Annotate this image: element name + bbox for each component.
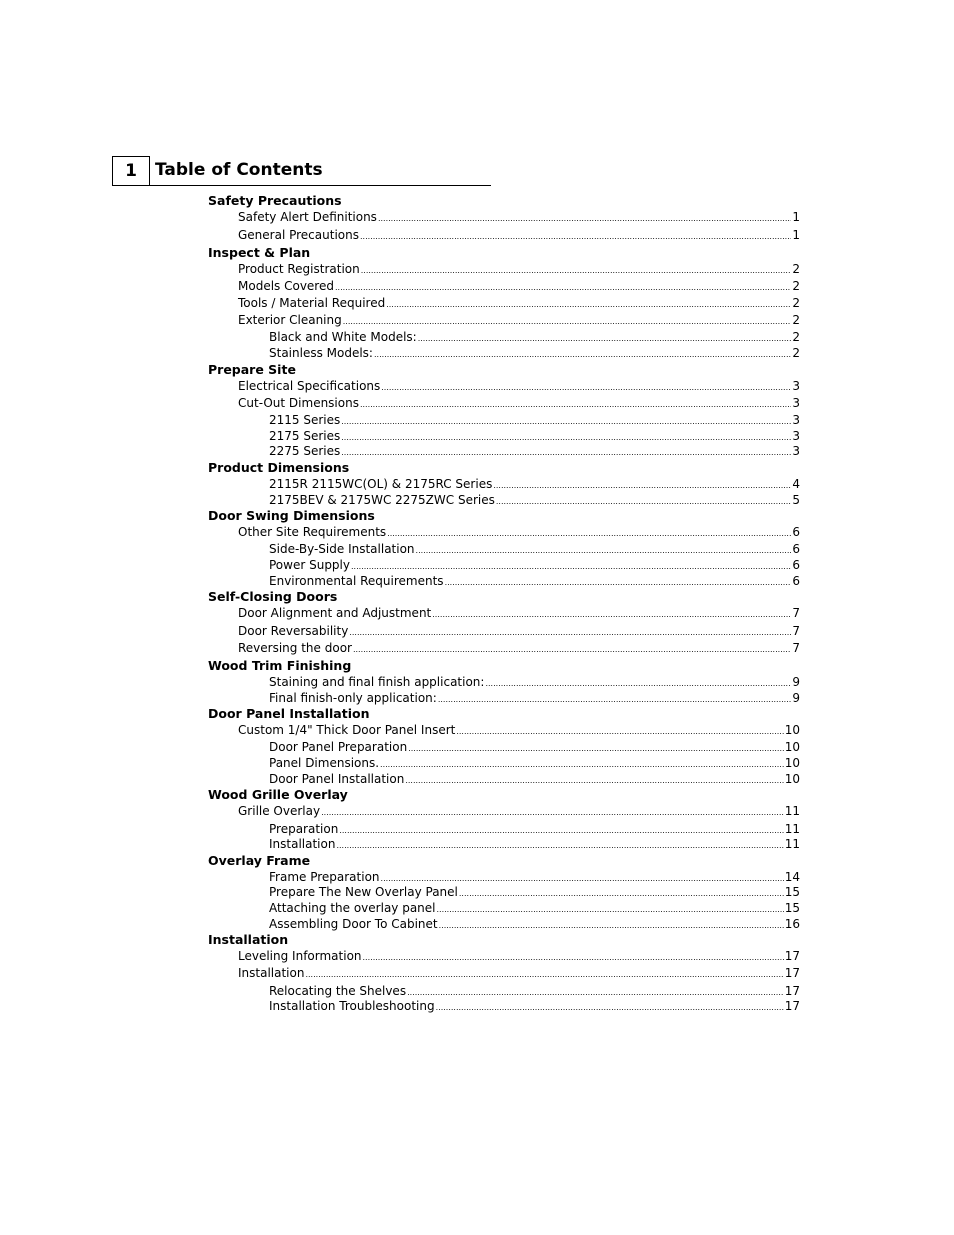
toc-entry-title: 2115 Series: [269, 413, 341, 427]
toc-entry-title: 2275 Series: [269, 444, 341, 458]
toc-entry[interactable]: [238, 723, 800, 739]
dot-leader: [341, 430, 791, 445]
toc-entry-title: Installation Troubleshooting: [269, 999, 435, 1013]
toc-page-number: 3: [792, 429, 800, 443]
toc-entry[interactable]: [269, 999, 800, 1015]
toc-page-number: 15: [784, 901, 800, 915]
dot-leader: [496, 494, 791, 509]
dot-leader: [381, 380, 791, 395]
toc-entry[interactable]: [269, 870, 800, 886]
dot-leader: [305, 967, 783, 982]
toc-entry[interactable]: [269, 413, 800, 429]
toc-entry-title: Installation: [238, 966, 305, 980]
toc-page-number: 14: [784, 870, 800, 884]
toc-entry[interactable]: [269, 901, 800, 917]
toc-page-number: 11: [784, 804, 800, 818]
toc-entry[interactable]: [238, 396, 800, 412]
toc-entry-title: Staining and final finish application:: [269, 675, 485, 689]
toc-entry-title: General Precautions: [238, 228, 359, 242]
toc-section-heading[interactable]: Door Swing Dimensions: [208, 508, 375, 523]
toc-entry[interactable]: [269, 740, 800, 756]
toc-section-heading[interactable]: Door Panel Installation: [208, 706, 370, 721]
toc-section-heading[interactable]: Wood Grille Overlay: [208, 787, 348, 802]
toc-entry-title: Door Reversability: [238, 624, 349, 638]
toc-page-number: 7: [792, 624, 800, 638]
toc-entry[interactable]: [269, 984, 800, 1000]
toc-entry[interactable]: [269, 444, 800, 460]
toc-entry-title: Grille Overlay: [238, 804, 321, 818]
page-title: Table of Contents: [155, 160, 323, 180]
toc-entry-title: Black and White Models:: [269, 330, 417, 344]
toc-entry-title: Frame Preparation: [269, 870, 380, 884]
toc-entry-title: Stainless Models:: [269, 346, 373, 360]
toc-page-number: 2: [792, 313, 800, 327]
toc-entry-title: Custom 1/4" Thick Door Panel Insert: [238, 723, 456, 737]
toc-entry-title: Door Alignment and Adjustment: [238, 606, 432, 620]
toc-page-number: 2: [792, 296, 800, 310]
toc-entry-title: Installation: [269, 837, 336, 851]
chapter-number: 1: [112, 156, 150, 186]
dot-leader: [387, 526, 791, 541]
toc-page-number: 9: [792, 691, 800, 705]
toc-entry-title: Panel Dimensions.: [269, 756, 380, 770]
dot-leader: [386, 297, 791, 312]
toc-page-number: 1: [792, 228, 800, 242]
toc-page-number: 16: [784, 917, 800, 931]
toc-entry[interactable]: [238, 228, 800, 244]
toc-entry-title: 2115R 2115WC(OL) & 2175RC Series: [269, 477, 493, 491]
toc-entry-title: Other Site Requirements: [238, 525, 387, 539]
toc-section-heading[interactable]: Prepare Site: [208, 362, 296, 377]
dot-leader: [456, 724, 783, 739]
toc-page-number: 6: [792, 574, 800, 588]
toc-page-number: 10: [784, 756, 800, 770]
toc-entry[interactable]: [238, 624, 800, 640]
toc-entry[interactable]: [238, 313, 800, 329]
toc-page-number: 10: [784, 740, 800, 754]
toc-entry-title: Door Panel Preparation: [269, 740, 408, 754]
dot-leader: [381, 871, 784, 886]
dot-leader: [438, 692, 792, 707]
toc-page-number: 7: [792, 641, 800, 655]
toc-entry[interactable]: [269, 574, 800, 590]
toc-entry[interactable]: [238, 804, 800, 820]
dot-leader: [459, 886, 784, 901]
toc-page-number: 17: [784, 949, 800, 963]
dot-leader: [336, 838, 783, 853]
toc-entry-title: Electrical Specifications: [238, 379, 381, 393]
toc-page-number: 4: [792, 477, 800, 491]
toc-page-number: 6: [792, 542, 800, 556]
toc-entry[interactable]: [238, 966, 800, 982]
toc-page-number: 10: [784, 772, 800, 786]
toc-entry[interactable]: [269, 917, 800, 933]
dot-leader: [353, 642, 791, 657]
toc-page-number: 7: [792, 606, 800, 620]
dot-leader: [335, 280, 791, 295]
dot-leader: [436, 1000, 784, 1015]
toc-entry[interactable]: [238, 641, 800, 657]
toc-page-number: 11: [784, 837, 800, 851]
dot-leader: [432, 607, 791, 622]
dot-leader: [361, 263, 792, 278]
toc-page-number: 15: [784, 885, 800, 899]
dot-leader: [493, 478, 791, 493]
dot-leader: [416, 543, 792, 558]
dot-leader: [360, 397, 791, 412]
toc-entry-title: Final finish-only application:: [269, 691, 437, 705]
toc-entry[interactable]: [269, 756, 800, 772]
toc-entry[interactable]: [269, 691, 800, 707]
dot-leader: [407, 985, 784, 1000]
dot-leader: [380, 757, 784, 772]
dot-leader: [378, 211, 791, 226]
toc-page-number: 2: [792, 346, 800, 360]
toc-entry-title: Product Registration: [238, 262, 360, 276]
dot-leader: [321, 805, 784, 820]
toc-entry[interactable]: [269, 330, 800, 346]
toc-entry[interactable]: [269, 558, 800, 574]
toc-page-number: 1: [792, 210, 800, 224]
toc-section-heading[interactable]: Overlay Frame: [208, 853, 311, 868]
toc-entry-title: 2175 Series: [269, 429, 341, 443]
toc-entry[interactable]: [269, 885, 800, 901]
toc-page-number: 17: [784, 999, 800, 1013]
toc-section-heading[interactable]: Self-Closing Doors: [208, 589, 338, 604]
toc-entry-title: Safety Alert Definitions: [238, 210, 377, 224]
toc-entry[interactable]: [269, 477, 800, 493]
toc-entry[interactable]: [269, 346, 800, 362]
toc-entry[interactable]: [238, 949, 800, 965]
toc-entry-title: Exterior Cleaning: [238, 313, 342, 327]
dot-leader: [374, 347, 791, 362]
toc-page-number: 3: [792, 396, 800, 410]
toc-entry-title: Preparation: [269, 822, 339, 836]
toc-entry-title: Attaching the overlay panel: [269, 901, 436, 915]
toc-page-number: 17: [784, 984, 800, 998]
toc-section-heading[interactable]: Inspect & Plan: [208, 245, 311, 260]
toc-entry-title: Power Supply: [269, 558, 350, 572]
toc-entry[interactable]: [238, 262, 800, 278]
toc-entry-title: Leveling Information: [238, 949, 362, 963]
toc-entry[interactable]: [238, 379, 800, 395]
toc-section-heading[interactable]: Wood Trim Finishing: [208, 658, 352, 673]
dot-leader: [341, 445, 791, 460]
dot-leader: [408, 741, 784, 756]
toc-page-number: 6: [792, 558, 800, 572]
toc-section-heading[interactable]: Product Dimensions: [208, 460, 350, 475]
toc-entry[interactable]: [269, 675, 800, 691]
dot-leader: [405, 773, 783, 788]
toc-page-number: 3: [792, 444, 800, 458]
dot-leader: [339, 823, 783, 838]
dot-leader: [418, 331, 792, 346]
toc-page-number: 5: [792, 493, 800, 507]
toc-page-number: 2: [792, 262, 800, 276]
toc-entry-title: Side-By-Side Installation: [269, 542, 415, 556]
toc-page-number: 2: [792, 279, 800, 293]
toc-entry[interactable]: [269, 822, 800, 838]
dot-leader: [363, 950, 784, 965]
dot-leader: [349, 625, 791, 640]
toc-page-number: 9: [792, 675, 800, 689]
toc-page-number: 17: [784, 966, 800, 980]
toc-entry[interactable]: [238, 296, 800, 312]
toc-section-heading[interactable]: Safety Precautions: [208, 193, 342, 208]
toc-entry-title: Prepare The New Overlay Panel: [269, 885, 458, 899]
toc-page-number: 2: [792, 330, 800, 344]
toc-entry-title: 2175BEV & 2175WC 2275ZWC Series: [269, 493, 495, 507]
toc-entry-title: Reversing the door: [238, 641, 352, 655]
toc-entry-title: Door Panel Installation: [269, 772, 405, 786]
dot-leader: [341, 414, 791, 429]
toc-entry-title: Relocating the Shelves: [269, 984, 407, 998]
toc-page-number: 10: [784, 723, 800, 737]
dot-leader: [360, 229, 791, 244]
toc-entry[interactable]: [269, 493, 800, 509]
dot-leader: [437, 902, 784, 917]
toc-entry[interactable]: [269, 429, 800, 445]
dot-leader: [439, 918, 784, 933]
toc-entry[interactable]: [269, 542, 800, 558]
toc-entry[interactable]: [238, 606, 800, 622]
toc-entry[interactable]: [238, 210, 800, 226]
toc-entry[interactable]: [238, 525, 800, 541]
toc-entry[interactable]: [238, 279, 800, 295]
toc-page-number: 11: [784, 822, 800, 836]
dot-leader: [351, 559, 791, 574]
toc-section-heading[interactable]: Installation: [208, 932, 289, 947]
toc-entry-title: Tools / Material Required: [238, 296, 386, 310]
toc-entry-title: Assembling Door To Cabinet: [269, 917, 438, 931]
toc-page-number: 3: [792, 379, 800, 393]
toc-entry-title: Environmental Requirements: [269, 574, 444, 588]
dot-leader: [485, 676, 791, 691]
toc-page-number: 3: [792, 413, 800, 427]
dot-leader: [445, 575, 792, 590]
dot-leader: [343, 314, 792, 329]
toc-entry-title: Cut-Out Dimensions: [238, 396, 359, 410]
toc-entry-title: Models Covered: [238, 279, 334, 293]
toc-entry[interactable]: [269, 837, 800, 853]
toc-entry[interactable]: [269, 772, 800, 788]
toc-page-number: 6: [792, 525, 800, 539]
